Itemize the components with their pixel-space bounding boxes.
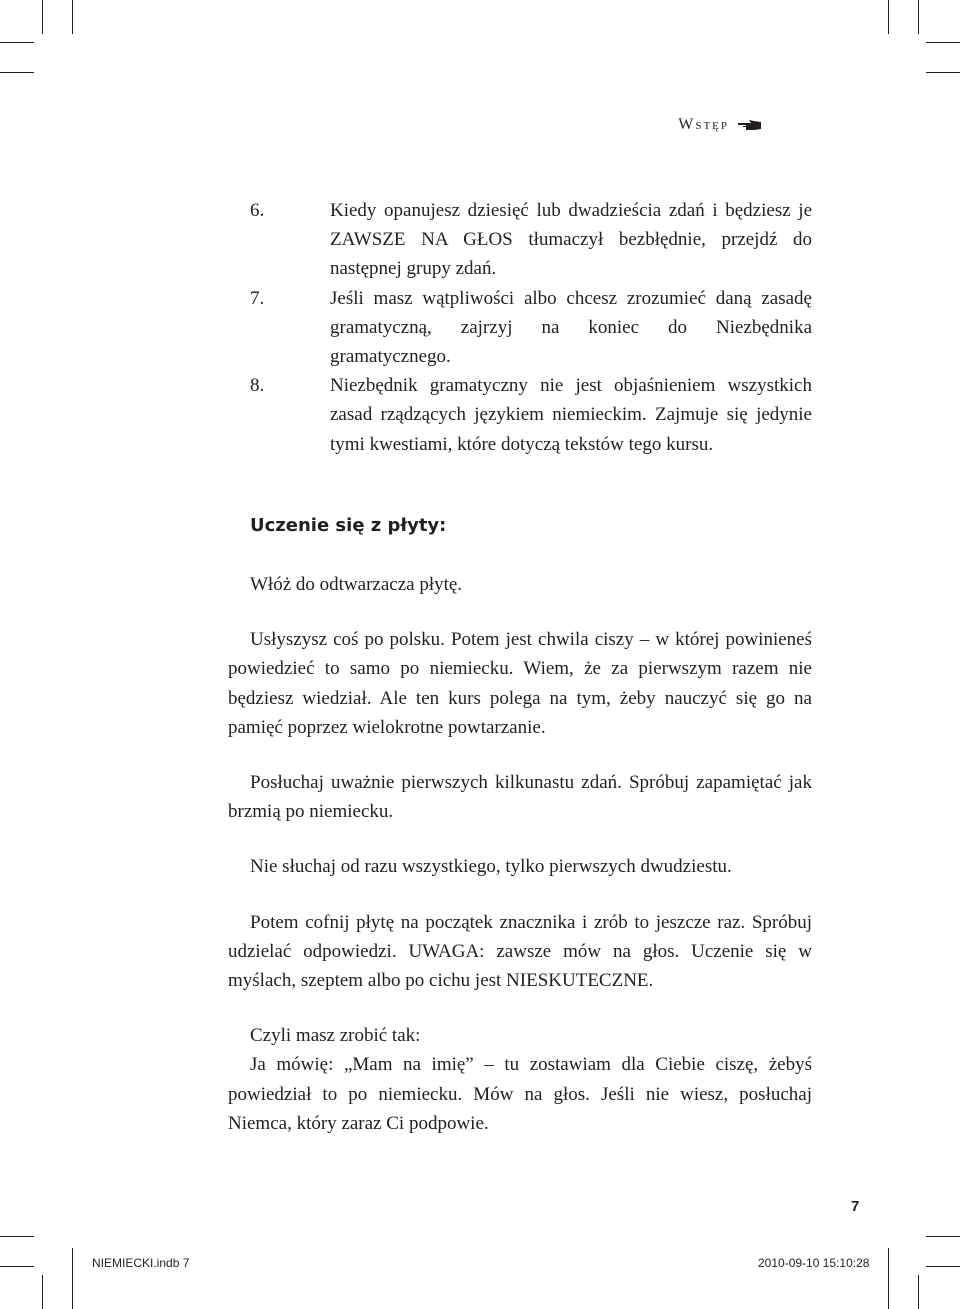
crop-mark	[926, 1236, 960, 1237]
paragraph: Usłyszysz coś po polsku. Potem jest chwila ciszy – w której powinieneś powiedzieć to samo po niemiecku. Wiem, że za pierwszym razem nie będziesz wiedział. Ale ten kurs polega na tym, żeby nauczyć się go na pamięć poprzez wielokrotne powtarzanie.	[228, 629, 812, 738]
crop-mark	[888, 1248, 889, 1309]
crop-mark	[926, 1266, 960, 1267]
crop-mark	[72, 0, 73, 34]
crop-mark	[42, 1275, 43, 1309]
paragraph: Ja mówię: „Mam na imię” – tu zostawiam dla Ciebie ciszę, żebyś powiedział to po niemiecku. Mów na głos. Jeśli nie wiesz, posłuchaj Niemca, który zaraz Ci podpowie.	[228, 1054, 812, 1134]
crop-mark	[0, 1236, 34, 1237]
crop-mark	[0, 1266, 34, 1267]
list-item-text: Jeśli masz wątpliwości albo chcesz zrozumieć daną zasadę gramatyczną, zajrzyj na koniec do Niezbędnika gramatycznego.	[330, 287, 812, 368]
crop-mark	[926, 42, 960, 43]
section-heading: Uczenie się z płyty:	[250, 515, 447, 536]
list-item-number: 7.	[250, 287, 265, 309]
pointing-hand-icon	[737, 118, 763, 132]
list-item-number: 6.	[250, 200, 265, 221]
paragraph: Posłuchaj uważnie pierwszych kilkunastu zdań. Spróbuj zapamiętać jak brzmią po niemiecku.	[228, 772, 812, 823]
crop-mark	[926, 72, 960, 73]
paragraph: Potem cofnij płytę na początek znacznika i zrób to jeszcze raz. Spróbuj udzielać odpowiedzi. UWAGA: zawsze mów na głos. Uczenie się w myślach, szeptem albo po cichu jest NIESKUTECZNE.	[228, 911, 812, 992]
final-paragraph	[228, 1021, 812, 1138]
list-item-number: 8.	[250, 375, 265, 397]
crop-mark	[72, 1248, 73, 1309]
print-slug-file: NIEMIECKI.indb 7	[92, 1256, 190, 1270]
list-item-text: Kiedy opanujesz dziesięć lub dwadzieścia zdań i będziesz je ZAWSZE NA GŁOS tłumaczył bezbłędnie, przejdź do następnej grupy zdań.	[330, 200, 812, 280]
paragraph: Nie słuchaj od razu wszystkiego, tylko pierwszych dwudziestu.	[250, 856, 732, 878]
crop-mark	[0, 72, 34, 73]
list-item	[228, 284, 812, 372]
numbered-list	[228, 196, 812, 459]
paragraph: Włóż do odtwarzacza płytę.	[250, 574, 463, 595]
crop-mark	[918, 0, 919, 34]
running-header	[678, 116, 763, 134]
crop-mark	[888, 0, 889, 34]
print-slug-timestamp: 2010-09-10 15:10:28	[758, 1256, 870, 1270]
list-item-text: Niezbędnik gramatyczny nie jest objaśnieniem wszystkich zasad rządzących językiem niemieckim. Zajmuje się jedynie tymi kwestiami, które dotyczą tekstów tego kursu.	[330, 375, 812, 455]
crop-mark	[918, 1275, 919, 1309]
list-item	[228, 196, 812, 284]
crop-mark	[0, 42, 34, 43]
paragraph-line: Czyli masz zrobić tak:	[250, 1025, 421, 1047]
list-item	[228, 371, 812, 459]
body-paragraphs	[228, 570, 812, 1138]
page-number: 7	[851, 1198, 860, 1215]
crop-mark	[42, 0, 43, 34]
section-title: Wstęp	[678, 116, 729, 133]
